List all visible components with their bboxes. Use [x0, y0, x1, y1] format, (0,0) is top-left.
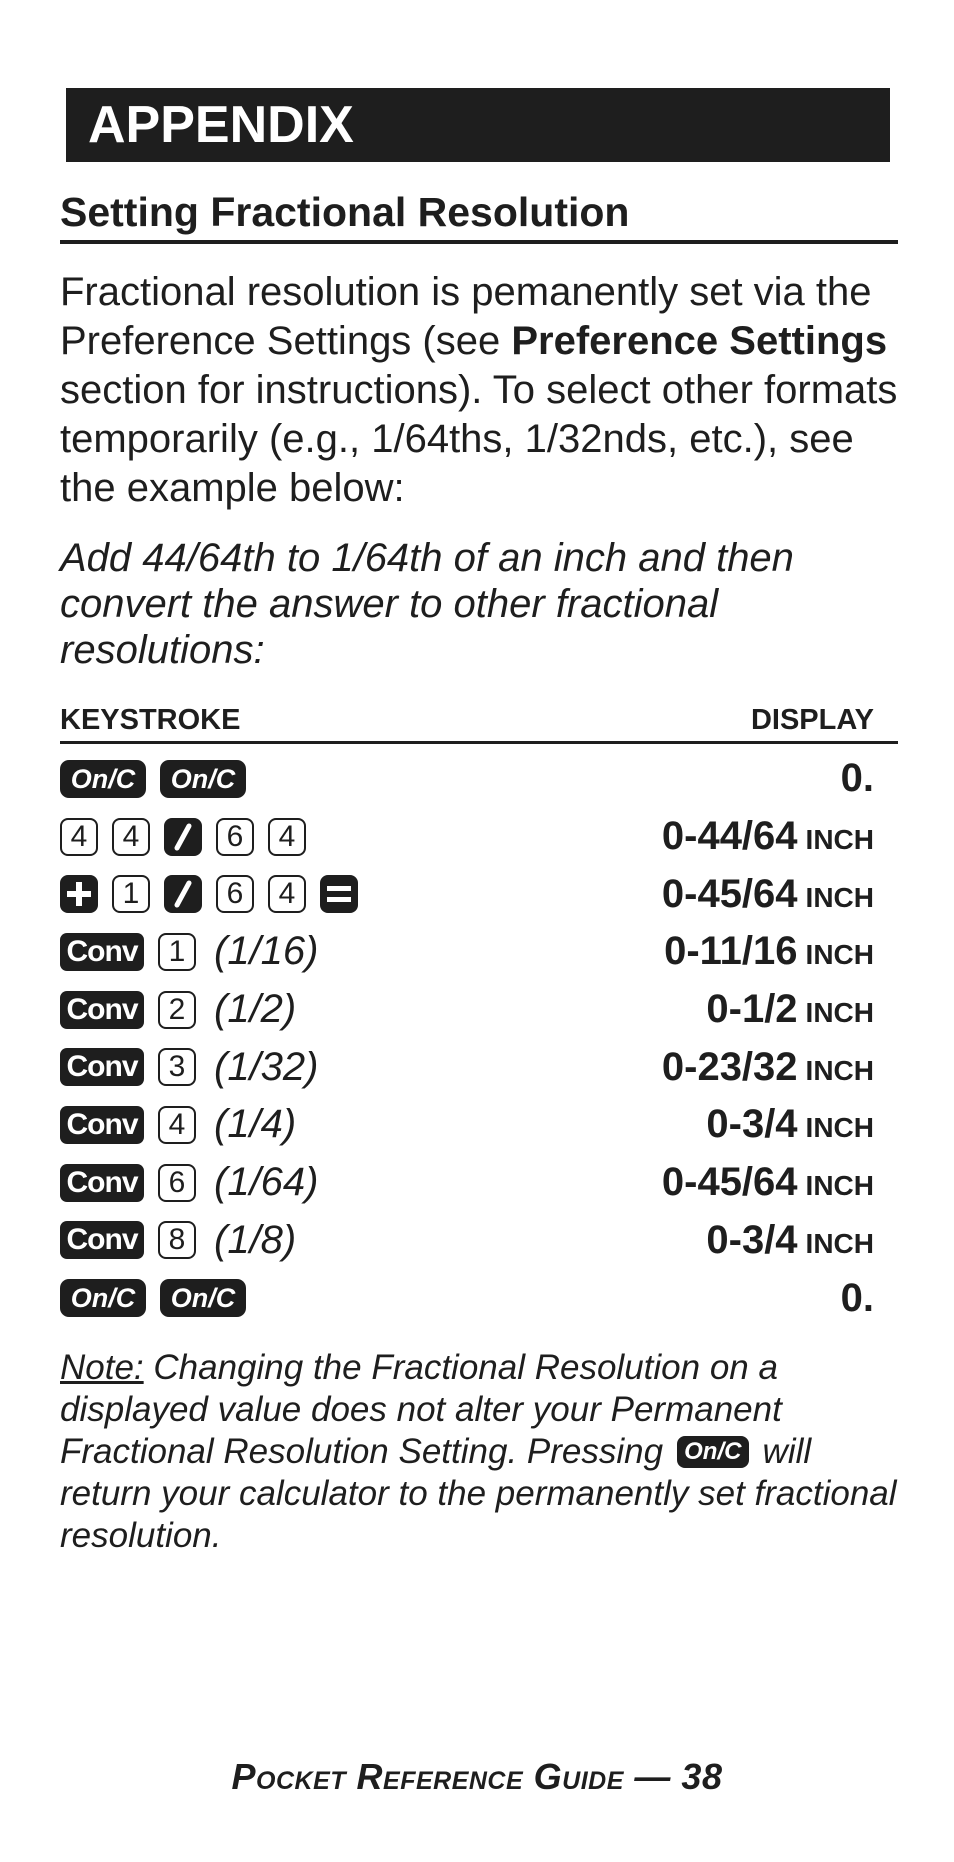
display-cell: [662, 1045, 874, 1090]
digit-key: 6: [158, 1164, 196, 1202]
digit-key: 6: [216, 818, 254, 856]
intro-text-2: section for instructions). To select other formats temporarily (e.g., 1/64ths, 1/32nds, etc.), see the example below:: [60, 368, 898, 510]
keystroke-cell: [60, 875, 372, 913]
resolution-label: (1/16): [214, 929, 319, 974]
table-row: [60, 923, 898, 981]
display-cell: [706, 1218, 874, 1263]
keystroke-header: KEYSTROKE: [60, 704, 241, 736]
conv-key: Conv: [60, 1164, 144, 1202]
unit-label: INCH: [805, 997, 874, 1029]
table-header: [60, 703, 898, 744]
display-value: 0-45/64: [661, 871, 798, 916]
page-footer: [0, 1756, 954, 1798]
display-value: 0-23/32: [661, 1044, 798, 1089]
display-cell: [841, 1276, 874, 1321]
keystroke-cell: [60, 929, 319, 974]
example-text: Add 44/64th to 1/64th of an inch and then convert the answer to other fractional resolutions:: [60, 536, 794, 672]
conv-key: Conv: [60, 1048, 144, 1086]
digit-key: 8: [158, 1221, 196, 1259]
unit-label: INCH: [805, 939, 874, 971]
resolution-label: (1/64): [214, 1160, 319, 1205]
intro-text-1: Fractional resolution is pemanently set via the Preference Settings (see: [60, 270, 872, 363]
equals-key-icon: [320, 875, 358, 913]
note-paragraph: [60, 1347, 898, 1557]
digit-key: 1: [158, 933, 196, 971]
resolution-label: (1/8): [214, 1217, 297, 1262]
footer-separator: —: [623, 1756, 682, 1797]
digit-key: 3: [158, 1048, 196, 1086]
conv-key: Conv: [60, 933, 144, 971]
unit-label: INCH: [805, 881, 874, 913]
digit-key: 2: [158, 991, 196, 1029]
intro-bold-link: Preference Settings: [511, 319, 888, 363]
digit-key: 4: [158, 1106, 196, 1144]
digit-key: 4: [112, 818, 150, 856]
table-row: [60, 1269, 898, 1327]
table-row: [60, 750, 898, 808]
digit-key: 1: [112, 875, 150, 913]
intro-paragraph: [60, 268, 898, 513]
keystroke-cell: [60, 1102, 296, 1147]
keystroke-cell: [60, 987, 296, 1032]
table-row: [60, 1038, 898, 1096]
keystroke-cell: [60, 760, 260, 798]
display-cell: [664, 929, 874, 974]
display-value: 0-44/64: [661, 814, 798, 859]
keystroke-cell: [60, 818, 320, 856]
unit-label: INCH: [805, 824, 874, 856]
table-row: [60, 1212, 898, 1270]
digit-key: 4: [268, 818, 306, 856]
table-row: [60, 865, 898, 923]
appendix-banner: APPENDIX: [66, 88, 890, 162]
table-row: [60, 1154, 898, 1212]
display-value: 0-45/64: [661, 1160, 798, 1205]
note-text-2: will return your calculator to the permanently set fractional resolution.: [60, 1431, 897, 1555]
unit-label: INCH: [805, 1170, 874, 1202]
unit-label: INCH: [805, 1112, 874, 1144]
page-number: 38: [681, 1756, 723, 1797]
conv-key: Conv: [60, 991, 144, 1029]
keystroke-cell: [60, 1279, 260, 1317]
digit-key: 4: [268, 875, 306, 913]
note-label: Note:: [60, 1347, 144, 1387]
display-cell: [706, 987, 874, 1032]
plus-key-icon: [60, 875, 98, 913]
display-value: 0-3/4: [706, 1102, 798, 1147]
resolution-label: (1/4): [214, 1102, 297, 1147]
note-text-1: Changing the Fractional Resolution on a displayed value does not alter your Permanent Fractional Resolution Setting. Pressing: [60, 1347, 782, 1471]
display-value: 0.: [840, 1275, 874, 1320]
unit-label: INCH: [805, 1227, 874, 1259]
resolution-label: (1/2): [214, 987, 297, 1032]
on-c-key-inline: On/C: [677, 1436, 749, 1468]
display-cell: [662, 1160, 874, 1205]
table-row: [60, 1096, 898, 1154]
on-c-key: On/C: [60, 1279, 146, 1317]
display-cell: [662, 872, 874, 917]
digit-key: 4: [60, 818, 98, 856]
fraction-key-icon: [164, 818, 202, 856]
display-value: 0.: [840, 756, 874, 801]
on-c-key: On/C: [160, 760, 246, 798]
display-value: 0-1/2: [706, 987, 798, 1032]
resolution-label: (1/32): [214, 1044, 319, 1089]
fraction-key-icon: [164, 875, 202, 913]
conv-key: Conv: [60, 1106, 144, 1144]
footer-title: Pocket Reference Guide: [231, 1756, 624, 1797]
display-header: DISPLAY: [750, 704, 874, 736]
on-c-key: On/C: [60, 760, 146, 798]
display-cell: [662, 814, 874, 859]
display-value: 0-11/16: [664, 929, 798, 974]
section-title: Setting Fractional Resolution: [60, 190, 898, 244]
unit-label: INCH: [805, 1054, 874, 1086]
keystroke-cell: [60, 1218, 296, 1263]
keystroke-cell: [60, 1160, 319, 1205]
digit-key: 6: [216, 875, 254, 913]
conv-key: Conv: [60, 1221, 144, 1259]
keystroke-cell: [60, 1045, 319, 1090]
on-c-key: On/C: [160, 1279, 246, 1317]
table-row: [60, 981, 898, 1039]
keystroke-table: [60, 750, 898, 1327]
table-row: [60, 808, 898, 866]
display-cell: [841, 756, 874, 801]
display-value: 0-3/4: [706, 1217, 798, 1262]
page-content: [60, 88, 898, 1557]
display-cell: [706, 1102, 874, 1147]
